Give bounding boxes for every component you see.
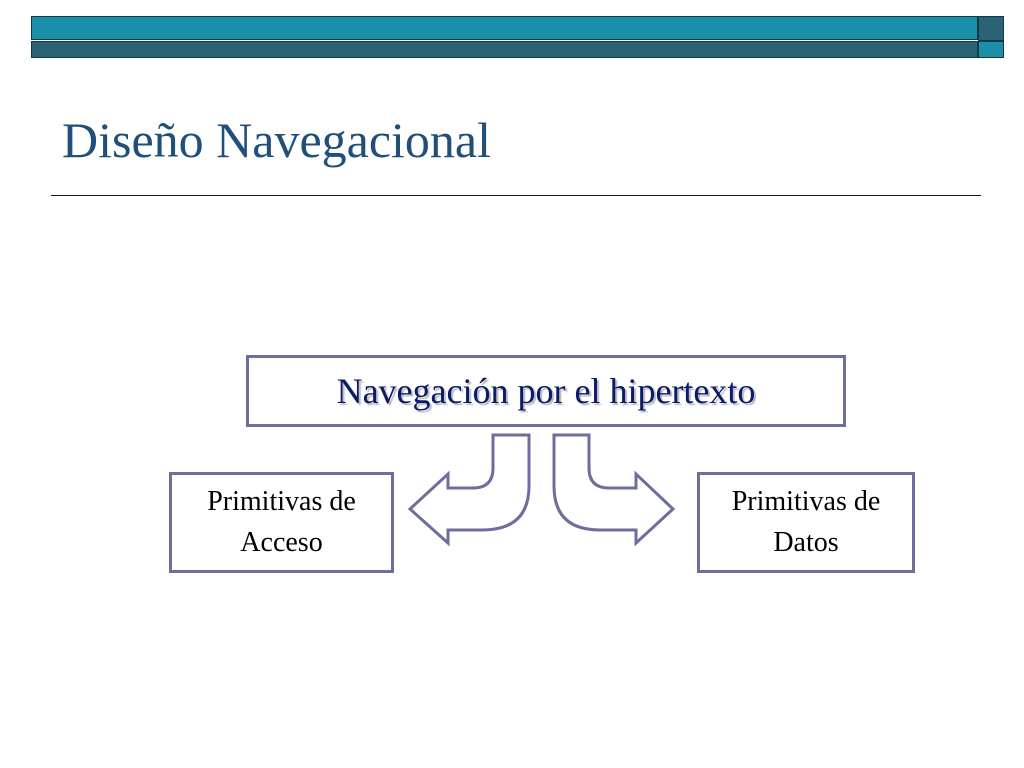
header-bar-bottom bbox=[31, 41, 978, 58]
header-square-bottom bbox=[978, 41, 1004, 58]
left-node-label: Primitivas de Acceso bbox=[207, 485, 356, 558]
root-node-label: Navegación por el hipertexto bbox=[336, 371, 756, 411]
root-node-box bbox=[246, 355, 846, 427]
right-node-label: Primitivas de Datos bbox=[731, 485, 881, 558]
curved-arrow-right-icon bbox=[554, 435, 673, 543]
right-node-box bbox=[697, 472, 915, 573]
header-square-top bbox=[978, 16, 1004, 41]
slide-title: Diseño Navegacional bbox=[62, 112, 492, 168]
left-node-box bbox=[169, 472, 394, 573]
curved-arrow-left-icon bbox=[410, 435, 529, 543]
header-bar-top bbox=[31, 16, 978, 40]
title-divider bbox=[51, 195, 981, 196]
